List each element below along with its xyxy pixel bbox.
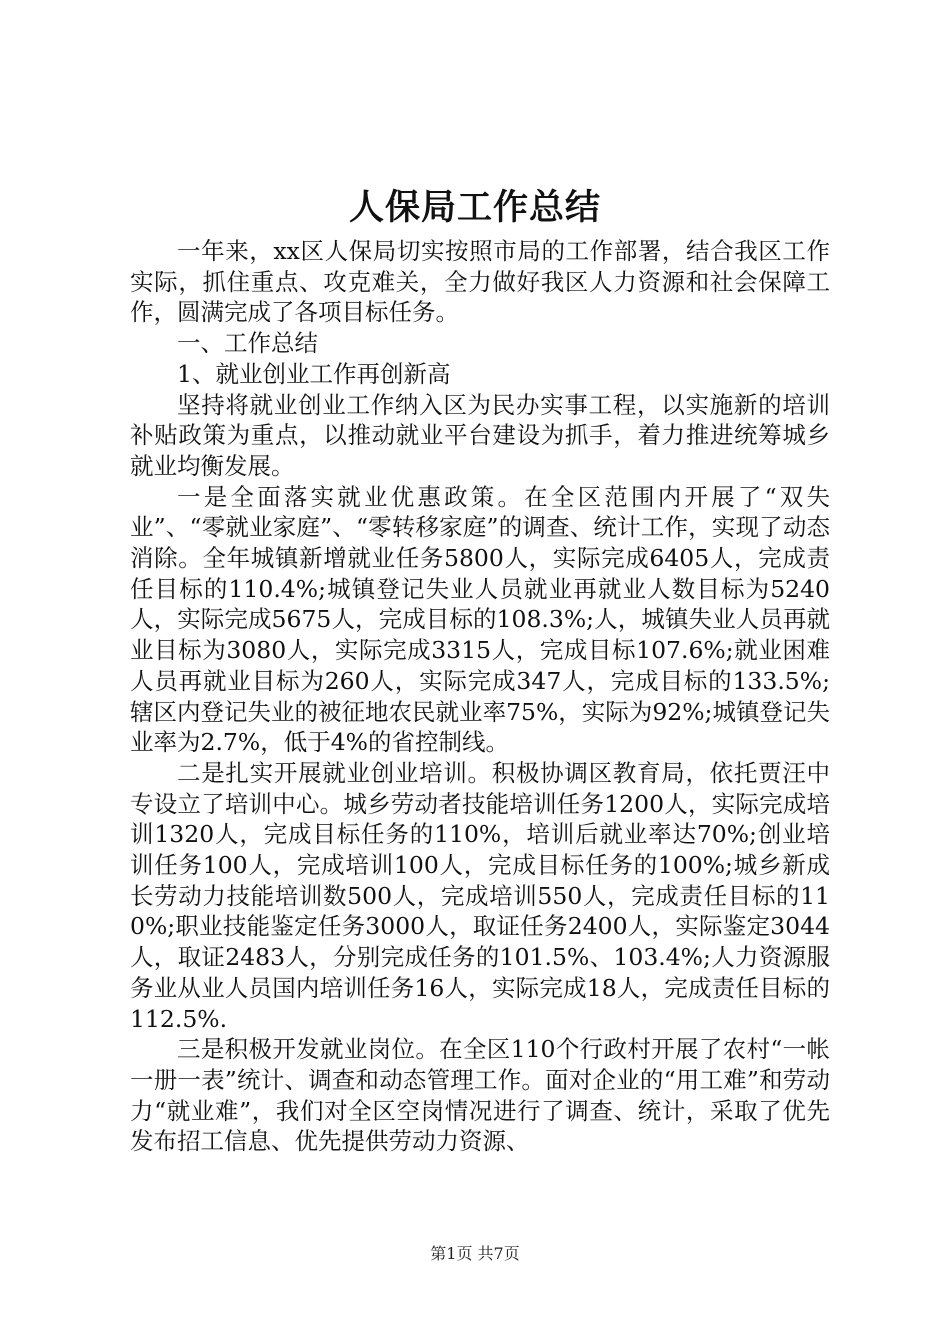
paragraph-intro: 一年来，xx区人保局切实按照市局的工作部署，结合我区工作实际，抓住重点、攻克难关，全力做好我区人力资源和社会保障工作，圆满完成了各项目标任务。: [130, 237, 830, 327]
paragraph-overview: 坚持将就业创业工作纳入区为民办实事工程，以实施新的培训补贴政策为重点，以推动就业平台建设为抓手，着力推进统筹城乡就业均衡发展。: [130, 390, 830, 480]
document-body: [130, 236, 830, 1157]
paragraph-training: 二是扎实开展就业创业培训。积极协调区教育局，依托贾汪中专设立了培训中心。城乡劳动者技能培训任务1200人，实际完成培训1320人，完成目标任务的110%，培训后就业率达70%;创业培训任务100人，完成培训100人，完成目标任务的100%;城乡新成长劳动力技能培训数500人，完成培训550人，完成责任目标的110%;职业技能鉴定任务3000人，取证任务2400人，实际鉴定3044人，取证2483人，分别完成任务的101.5%、103.4%;人力资源服务业从业人员国内培训任务16人，实际完成18人，完成责任目标的112.5%.: [130, 758, 830, 1033]
subsection-heading: 1、就业创业工作再创新高: [177, 359, 451, 388]
section-heading: 一、工作总结: [177, 329, 318, 358]
document-title: 人保局工作总结: [348, 187, 601, 228]
paragraph-jobs: 三是积极开发就业岗位。在全区110个行政村开展了农村“一帐一册一表”统计、调查和动态管理工作。面对企业的“用工难”和劳动力“就业难”，我们对全区空岗情况进行了调查、统计，采取了优先发布招工信息、优先提供劳动力资源、: [130, 1035, 830, 1156]
paragraph-policy: 一是全面落实就业优惠政策。在全区范围内开展了“双失业”、“零就业家庭”、“零转移家庭”的调查、统计工作，实现了动态消除。全年城镇新增就业任务5800人，实际完成6405人，完成责任目标的110.4%;城镇登记失业人员就业再就业人数目标为5240人，实际完成5675人，完成目标的108.3%;人，城镇失业人员再就业目标为3080人，实际完成3315人，完成目标107.6%;就业困难人员再就业目标为260人，实际完成347人，完成目标的133.5%;辖区内登记失业的被征地农民就业率75%，实际为92%;城镇登记失业率为2.7%，低于4%的省控制线。: [130, 482, 830, 757]
page-footer: 第1页 共7页: [430, 1244, 520, 1263]
